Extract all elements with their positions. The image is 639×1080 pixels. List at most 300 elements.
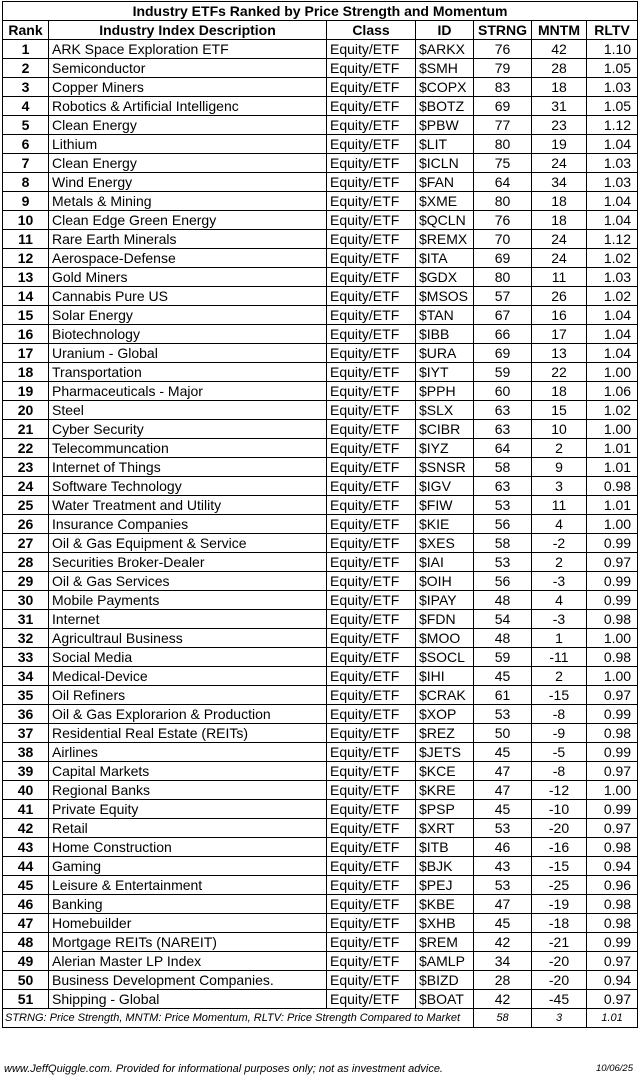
cell-description: Gold Miners <box>49 268 327 287</box>
cell-relative: 1.01 <box>587 496 638 515</box>
cell-momentum: -15 <box>532 686 587 705</box>
cell-relative: 0.99 <box>587 534 638 553</box>
cell-class: Equity/ETF <box>327 838 416 857</box>
cell-relative: 1.12 <box>587 116 638 135</box>
cell-description: Shipping - Global <box>49 990 327 1009</box>
cell-momentum: 22 <box>532 363 587 382</box>
cell-strength: 47 <box>474 895 532 914</box>
bottom-note <box>2 1063 637 1079</box>
cell-class: Equity/ETF <box>327 135 416 154</box>
cell-class: Equity/ETF <box>327 287 416 306</box>
cell-momentum: -21 <box>532 933 587 952</box>
cell-relative: 0.99 <box>587 743 638 762</box>
cell-id: $IBB <box>416 325 474 344</box>
cell-class: Equity/ETF <box>327 40 416 59</box>
cell-id: $KRE <box>416 781 474 800</box>
table-row <box>3 135 638 154</box>
cell-class: Equity/ETF <box>327 268 416 287</box>
cell-strength: 56 <box>474 515 532 534</box>
cell-momentum: 11 <box>532 268 587 287</box>
cell-relative: 0.96 <box>587 876 638 895</box>
cell-id: $MOO <box>416 629 474 648</box>
cell-description: Agricultraul Business <box>49 629 327 648</box>
cell-rank: 4 <box>3 97 49 116</box>
cell-strength: 48 <box>474 591 532 610</box>
cell-relative: 1.04 <box>587 135 638 154</box>
cell-rank: 11 <box>3 230 49 249</box>
table-row <box>3 781 638 800</box>
cell-momentum: 18 <box>532 211 587 230</box>
cell-description: Social Media <box>49 648 327 667</box>
cell-strength: 45 <box>474 914 532 933</box>
table-row <box>3 230 638 249</box>
cell-id: $LIT <box>416 135 474 154</box>
cell-rank: 23 <box>3 458 49 477</box>
cell-momentum: -25 <box>532 876 587 895</box>
cell-description: Retail <box>49 819 327 838</box>
table-row <box>3 648 638 667</box>
table-row <box>3 116 638 135</box>
cell-relative: 0.98 <box>587 895 638 914</box>
table-row <box>3 857 638 876</box>
cell-id: $OIH <box>416 572 474 591</box>
cell-rank: 42 <box>3 819 49 838</box>
cell-strength: 64 <box>474 173 532 192</box>
cell-relative: 1.02 <box>587 287 638 306</box>
table-row <box>3 40 638 59</box>
cell-momentum: 18 <box>532 78 587 97</box>
cell-description: Biotechnology <box>49 325 327 344</box>
cell-rank: 38 <box>3 743 49 762</box>
table-row <box>3 952 638 971</box>
cell-momentum: 1 <box>532 629 587 648</box>
cell-momentum: -20 <box>532 971 587 990</box>
avg-momentum: 3 <box>532 1009 587 1028</box>
cell-class: Equity/ETF <box>327 610 416 629</box>
cell-id: $SLX <box>416 401 474 420</box>
cell-class: Equity/ETF <box>327 420 416 439</box>
cell-momentum: -15 <box>532 857 587 876</box>
cell-rank: 28 <box>3 553 49 572</box>
table-row <box>3 876 638 895</box>
cell-rank: 15 <box>3 306 49 325</box>
cell-relative: 0.97 <box>587 686 638 705</box>
cell-rank: 1 <box>3 40 49 59</box>
cell-relative: 1.03 <box>587 173 638 192</box>
table-row <box>3 515 638 534</box>
table-row <box>3 59 638 78</box>
table-row <box>3 743 638 762</box>
cell-id: $FAN <box>416 173 474 192</box>
cell-id: $JETS <box>416 743 474 762</box>
cell-class: Equity/ETF <box>327 553 416 572</box>
cell-momentum: 24 <box>532 154 587 173</box>
cell-momentum: -20 <box>532 819 587 838</box>
cell-strength: 46 <box>474 838 532 857</box>
cell-class: Equity/ETF <box>327 230 416 249</box>
cell-strength: 48 <box>474 629 532 648</box>
cell-rank: 18 <box>3 363 49 382</box>
cell-relative: 1.00 <box>587 420 638 439</box>
cell-strength: 63 <box>474 477 532 496</box>
cell-relative: 0.97 <box>587 553 638 572</box>
cell-relative: 0.98 <box>587 724 638 743</box>
cell-momentum: 31 <box>532 97 587 116</box>
cell-class: Equity/ETF <box>327 971 416 990</box>
cell-relative: 1.03 <box>587 78 638 97</box>
cell-id: $REZ <box>416 724 474 743</box>
cell-relative: 0.98 <box>587 838 638 857</box>
cell-rank: 2 <box>3 59 49 78</box>
cell-strength: 45 <box>474 667 532 686</box>
cell-id: $XHB <box>416 914 474 933</box>
cell-description: Clean Energy <box>49 116 327 135</box>
cell-id: $SMH <box>416 59 474 78</box>
cell-id: $ARKX <box>416 40 474 59</box>
cell-strength: 76 <box>474 211 532 230</box>
cell-description: Internet of Things <box>49 458 327 477</box>
header-momentum: MNTM <box>532 21 587 40</box>
cell-class: Equity/ETF <box>327 572 416 591</box>
cell-relative: 0.99 <box>587 800 638 819</box>
header-description: Industry Index Description <box>49 21 327 40</box>
cell-description: Oil Refiners <box>49 686 327 705</box>
cell-relative: 0.94 <box>587 971 638 990</box>
cell-relative: 1.04 <box>587 325 638 344</box>
cell-strength: 43 <box>474 857 532 876</box>
cell-strength: 61 <box>474 686 532 705</box>
cell-id: $XME <box>416 192 474 211</box>
cell-strength: 75 <box>474 154 532 173</box>
cell-id: $IAI <box>416 553 474 572</box>
cell-momentum: -11 <box>532 648 587 667</box>
cell-description: Oil & Gas Explorarion & Production <box>49 705 327 724</box>
cell-description: Oil & Gas Services <box>49 572 327 591</box>
table-row <box>3 458 638 477</box>
cell-momentum: -5 <box>532 743 587 762</box>
etf-ranking-sheet <box>2 1 637 1028</box>
cell-id: $IYT <box>416 363 474 382</box>
cell-rank: 40 <box>3 781 49 800</box>
cell-momentum: 11 <box>532 496 587 515</box>
cell-id: $QCLN <box>416 211 474 230</box>
cell-id: $IYZ <box>416 439 474 458</box>
cell-description: Water Treatment and Utility <box>49 496 327 515</box>
table-row <box>3 534 638 553</box>
cell-id: $XES <box>416 534 474 553</box>
cell-relative: 0.97 <box>587 819 638 838</box>
cell-momentum: 18 <box>532 192 587 211</box>
table-row <box>3 629 638 648</box>
header-relative: RLTV <box>587 21 638 40</box>
cell-class: Equity/ETF <box>327 990 416 1009</box>
cell-momentum: 15 <box>532 401 587 420</box>
cell-strength: 59 <box>474 648 532 667</box>
cell-description: Insurance Companies <box>49 515 327 534</box>
table-row <box>3 933 638 952</box>
cell-description: Copper Miners <box>49 78 327 97</box>
cell-strength: 60 <box>474 382 532 401</box>
cell-id: $MSOS <box>416 287 474 306</box>
cell-class: Equity/ETF <box>327 648 416 667</box>
cell-class: Equity/ETF <box>327 211 416 230</box>
cell-class: Equity/ETF <box>327 800 416 819</box>
cell-momentum: 13 <box>532 344 587 363</box>
cell-rank: 33 <box>3 648 49 667</box>
cell-class: Equity/ETF <box>327 439 416 458</box>
cell-strength: 67 <box>474 306 532 325</box>
cell-relative: 1.04 <box>587 306 638 325</box>
cell-relative: 1.02 <box>587 249 638 268</box>
cell-rank: 50 <box>3 971 49 990</box>
cell-description: Software Technology <box>49 477 327 496</box>
cell-strength: 69 <box>474 249 532 268</box>
cell-strength: 59 <box>474 363 532 382</box>
cell-class: Equity/ETF <box>327 59 416 78</box>
cell-relative: 1.03 <box>587 154 638 173</box>
cell-rank: 44 <box>3 857 49 876</box>
table-row <box>3 420 638 439</box>
cell-id: $FDN <box>416 610 474 629</box>
cell-class: Equity/ETF <box>327 876 416 895</box>
cell-class: Equity/ETF <box>327 534 416 553</box>
cell-momentum: 3 <box>532 477 587 496</box>
cell-rank: 32 <box>3 629 49 648</box>
cell-relative: 0.97 <box>587 952 638 971</box>
table-body <box>3 40 638 1009</box>
cell-relative: 1.12 <box>587 230 638 249</box>
cell-class: Equity/ETF <box>327 363 416 382</box>
cell-strength: 63 <box>474 401 532 420</box>
cell-id: $ITA <box>416 249 474 268</box>
cell-id: $BOTZ <box>416 97 474 116</box>
cell-description: Regional Banks <box>49 781 327 800</box>
cell-relative: 1.00 <box>587 667 638 686</box>
cell-description: Cannabis Pure US <box>49 287 327 306</box>
cell-momentum: -16 <box>532 838 587 857</box>
cell-rank: 16 <box>3 325 49 344</box>
cell-rank: 21 <box>3 420 49 439</box>
cell-id: $IPAY <box>416 591 474 610</box>
cell-description: Leisure & Entertainment <box>49 876 327 895</box>
cell-description: Mortgage REITs (NAREIT) <box>49 933 327 952</box>
cell-momentum: 4 <box>532 515 587 534</box>
cell-class: Equity/ETF <box>327 382 416 401</box>
table-row <box>3 895 638 914</box>
table-row <box>3 382 638 401</box>
cell-strength: 53 <box>474 705 532 724</box>
cell-id: $BOAT <box>416 990 474 1009</box>
cell-id: $ITB <box>416 838 474 857</box>
cell-id: $FIW <box>416 496 474 515</box>
cell-rank: 43 <box>3 838 49 857</box>
cell-strength: 34 <box>474 952 532 971</box>
cell-rank: 7 <box>3 154 49 173</box>
cell-description: Solar Energy <box>49 306 327 325</box>
cell-momentum: -18 <box>532 914 587 933</box>
cell-relative: 0.98 <box>587 610 638 629</box>
cell-id: $PPH <box>416 382 474 401</box>
cell-strength: 53 <box>474 819 532 838</box>
cell-id: $PBW <box>416 116 474 135</box>
cell-strength: 80 <box>474 192 532 211</box>
table-row <box>3 268 638 287</box>
cell-rank: 12 <box>3 249 49 268</box>
table-row <box>3 762 638 781</box>
cell-strength: 58 <box>474 534 532 553</box>
cell-strength: 42 <box>474 990 532 1009</box>
cell-id: $REMX <box>416 230 474 249</box>
cell-strength: 69 <box>474 97 532 116</box>
cell-id: $KCE <box>416 762 474 781</box>
cell-description: Telecommuncation <box>49 439 327 458</box>
cell-description: Internet <box>49 610 327 629</box>
cell-strength: 76 <box>474 40 532 59</box>
cell-id: $GDX <box>416 268 474 287</box>
cell-strength: 47 <box>474 781 532 800</box>
table-row <box>3 610 638 629</box>
cell-relative: 1.05 <box>587 59 638 78</box>
cell-rank: 39 <box>3 762 49 781</box>
cell-class: Equity/ETF <box>327 629 416 648</box>
cell-description: Rare Earth Minerals <box>49 230 327 249</box>
cell-momentum: 24 <box>532 230 587 249</box>
cell-rank: 19 <box>3 382 49 401</box>
cell-momentum: 2 <box>532 439 587 458</box>
cell-rank: 13 <box>3 268 49 287</box>
cell-class: Equity/ETF <box>327 591 416 610</box>
table-row <box>3 363 638 382</box>
cell-class: Equity/ETF <box>327 192 416 211</box>
cell-rank: 37 <box>3 724 49 743</box>
cell-id: $BIZD <box>416 971 474 990</box>
cell-rank: 31 <box>3 610 49 629</box>
cell-relative: 0.98 <box>587 477 638 496</box>
cell-description: Alerian Master LP Index <box>49 952 327 971</box>
cell-rank: 45 <box>3 876 49 895</box>
cell-momentum: -45 <box>532 990 587 1009</box>
cell-description: Banking <box>49 895 327 914</box>
cell-relative: 1.06 <box>587 382 638 401</box>
cell-rank: 3 <box>3 78 49 97</box>
cell-id: $KBE <box>416 895 474 914</box>
cell-rank: 26 <box>3 515 49 534</box>
cell-relative: 1.04 <box>587 344 638 363</box>
table-row <box>3 211 638 230</box>
cell-class: Equity/ETF <box>327 344 416 363</box>
cell-description: Uranium - Global <box>49 344 327 363</box>
cell-relative: 1.01 <box>587 458 638 477</box>
cell-description: Oil & Gas Equipment & Service <box>49 534 327 553</box>
cell-rank: 34 <box>3 667 49 686</box>
cell-momentum: 26 <box>532 287 587 306</box>
cell-rank: 24 <box>3 477 49 496</box>
cell-strength: 77 <box>474 116 532 135</box>
table-row <box>3 401 638 420</box>
cell-description: Securities Broker-Dealer <box>49 553 327 572</box>
table-row <box>3 667 638 686</box>
cell-class: Equity/ETF <box>327 781 416 800</box>
cell-rank: 41 <box>3 800 49 819</box>
cell-relative: 0.98 <box>587 648 638 667</box>
cell-class: Equity/ETF <box>327 116 416 135</box>
cell-description: Home Construction <box>49 838 327 857</box>
cell-class: Equity/ETF <box>327 97 416 116</box>
cell-class: Equity/ETF <box>327 819 416 838</box>
table-row <box>3 439 638 458</box>
cell-description: Robotics & Artificial Intelligenc <box>49 97 327 116</box>
cell-description: Capital Markets <box>49 762 327 781</box>
cell-id: $SOCL <box>416 648 474 667</box>
table-row <box>3 591 638 610</box>
cell-description: Business Development Companies. <box>49 971 327 990</box>
cell-strength: 42 <box>474 933 532 952</box>
table-row <box>3 496 638 515</box>
cell-momentum: -2 <box>532 534 587 553</box>
cell-id: $KIE <box>416 515 474 534</box>
cell-relative: 0.97 <box>587 762 638 781</box>
cell-strength: 53 <box>474 496 532 515</box>
cell-rank: 51 <box>3 990 49 1009</box>
cell-relative: 1.04 <box>587 192 638 211</box>
cell-strength: 53 <box>474 876 532 895</box>
cell-id: $CIBR <box>416 420 474 439</box>
cell-momentum: 17 <box>532 325 587 344</box>
cell-relative: 1.00 <box>587 781 638 800</box>
cell-momentum: 34 <box>532 173 587 192</box>
cell-description: Wind Energy <box>49 173 327 192</box>
table-row <box>3 572 638 591</box>
cell-strength: 80 <box>474 268 532 287</box>
cell-class: Equity/ETF <box>327 686 416 705</box>
cell-rank: 48 <box>3 933 49 952</box>
cell-class: Equity/ETF <box>327 154 416 173</box>
cell-description: Homebuilder <box>49 914 327 933</box>
cell-class: Equity/ETF <box>327 895 416 914</box>
cell-strength: 64 <box>474 439 532 458</box>
cell-id: $PEJ <box>416 876 474 895</box>
cell-id: $XOP <box>416 705 474 724</box>
cell-strength: 80 <box>474 135 532 154</box>
cell-relative: 1.02 <box>587 401 638 420</box>
cell-description: Aerospace-Defense <box>49 249 327 268</box>
table-row <box>3 477 638 496</box>
cell-strength: 45 <box>474 743 532 762</box>
cell-rank: 49 <box>3 952 49 971</box>
table-row <box>3 705 638 724</box>
cell-relative: 0.99 <box>587 591 638 610</box>
cell-momentum: 16 <box>532 306 587 325</box>
cell-id: $COPX <box>416 78 474 97</box>
cell-momentum: 2 <box>532 553 587 572</box>
table-row <box>3 173 638 192</box>
cell-momentum: 4 <box>532 591 587 610</box>
cell-description: Lithium <box>49 135 327 154</box>
cell-description: Semiconductor <box>49 59 327 78</box>
cell-relative: 0.97 <box>587 990 638 1009</box>
cell-rank: 10 <box>3 211 49 230</box>
report-date: 10/06/25 <box>596 1063 633 1074</box>
cell-class: Equity/ETF <box>327 724 416 743</box>
cell-id: $SNSR <box>416 458 474 477</box>
header-rank: Rank <box>3 21 49 40</box>
cell-class: Equity/ETF <box>327 762 416 781</box>
cell-rank: 14 <box>3 287 49 306</box>
table-row <box>3 249 638 268</box>
cell-id: $PSP <box>416 800 474 819</box>
cell-rank: 46 <box>3 895 49 914</box>
cell-momentum: -9 <box>532 724 587 743</box>
